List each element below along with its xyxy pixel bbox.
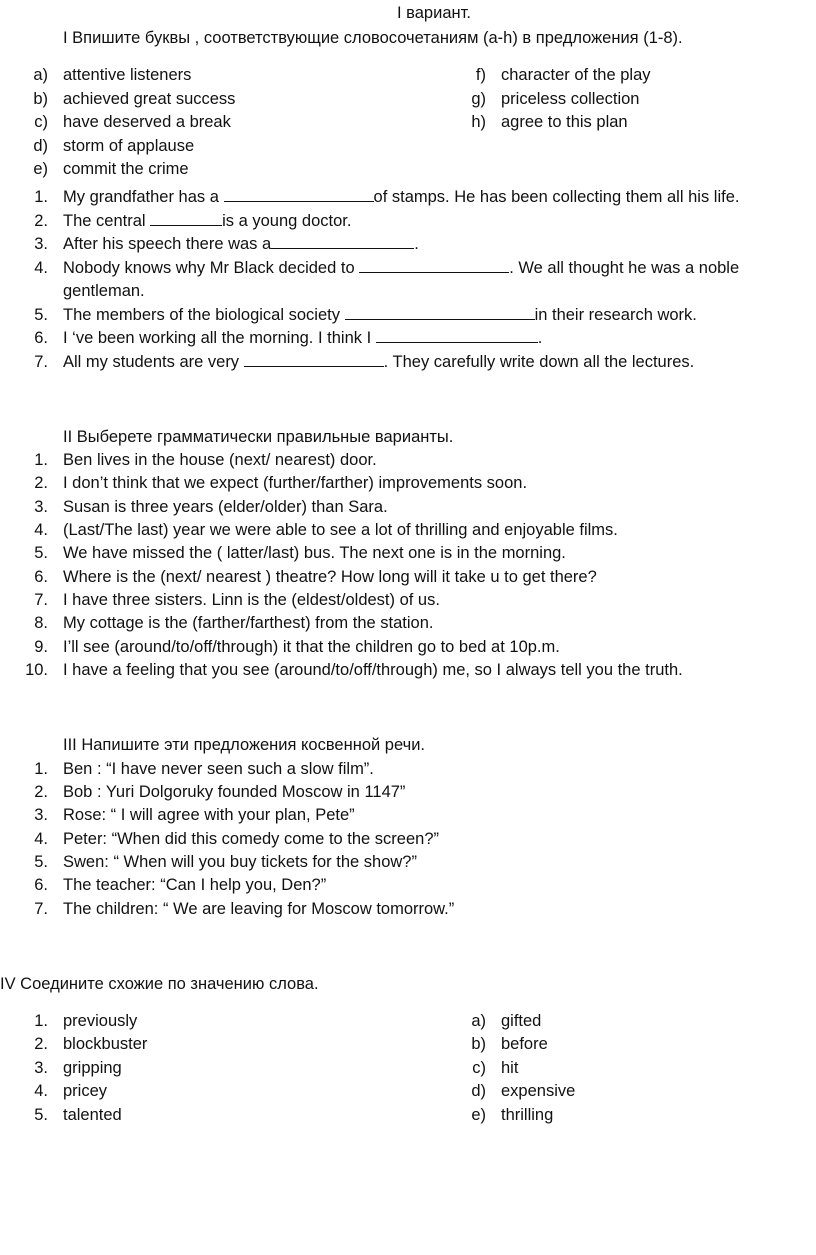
item-text: thrilling [501,1106,554,1124]
item-text: Where is the (next/ nearest ) theatre? How long will it take u to get there? [63,568,597,586]
option-text: commit the crime [63,160,189,178]
answer-blank[interactable] [376,327,538,343]
item-text: Swen: “ When will you buy tickets for the show?” [63,853,417,871]
item-letter: b) [471,1035,486,1053]
section1-heading: I Впишите буквы , соответствующие словосочетаниям (a-h) в предложения (1-8). [63,29,683,47]
sentence-before: After his speech there was a [63,235,272,253]
item-letter: e) [471,1106,486,1124]
item-number: 4. [34,830,48,848]
item-text: (Last/The last) year we were able to see a lot of thrilling and enjoyable films. [63,521,618,539]
sentence-after: of stamps. He has been collecting them all his life. [373,188,740,206]
sentence-before: My grandfather has a [63,188,224,206]
answer-blank[interactable] [224,186,374,202]
item-text: I don’t think that we expect (further/farther) improvements soon. [63,474,528,492]
sentence-before: Nobody knows why Mr Black decided to [63,259,360,277]
option-letter: c) [34,113,48,131]
sentence-before: All my students are very [63,353,244,371]
item-number: 2. [34,783,48,801]
sentence-text [63,257,739,281]
item-number: 1. [34,760,48,778]
sentence-text [63,210,351,234]
option-text: attentive listeners [63,66,192,84]
item-number: 4. [34,1082,48,1100]
option-text: priceless collection [501,90,640,108]
item-number: 4. [34,521,48,539]
option-letter: e) [33,160,48,178]
item-text: My cottage is the (farther/farthest) from the station. [63,614,434,632]
sentence-before: The central [63,212,151,230]
item-number: 3. [34,806,48,824]
sentence-text [63,327,542,351]
item-number: 5. [34,1106,48,1124]
sentence-after: . [414,235,419,253]
item-number: 7. [34,591,48,609]
sentence-text [63,233,419,257]
item-text: hit [501,1059,519,1077]
item-number: 5. [34,853,48,871]
item-text: Ben lives in the house (next/ nearest) door. [63,451,377,469]
option-text: agree to this plan [501,113,628,131]
answer-blank[interactable] [150,210,222,226]
section2-heading: II Выберете грамматически правильные варианты. [63,428,454,446]
sentence-text [63,186,739,210]
answer-blank[interactable] [244,351,384,367]
item-number: 9. [34,638,48,656]
sentence-number: 1. [34,188,48,206]
item-letter: d) [471,1082,486,1100]
variant-title: I вариант. [397,4,471,22]
item-number: 10. [25,661,48,679]
item-number: 7. [34,900,48,918]
option-text: have deserved a break [63,113,231,131]
item-text: Ben : “I have never seen such a slow film”. [63,760,374,778]
sentence-before: The members of the biological society [63,306,345,324]
sentence-after: in their research work. [534,306,697,324]
sentence-number: 3. [34,235,48,253]
item-number: 8. [34,614,48,632]
item-text: Bob : Yuri Dolgoruky founded Moscow in 1147” [63,783,406,801]
section3-heading: III Напишите эти предложения косвенной речи. [63,736,425,754]
sentence-number: 2. [34,212,48,230]
option-text: storm of applause [63,137,195,155]
sentence-number: 6. [34,329,48,347]
item-text: The children: “ We are leaving for Moscow tomorrow.” [63,900,455,918]
item-number: 5. [34,544,48,562]
sentence-after: . They carefully write down all the lectures. [383,353,695,371]
item-number: 3. [34,1059,48,1077]
item-text: gifted [501,1012,542,1030]
option-letter: b) [33,90,48,108]
item-number: 6. [34,876,48,894]
item-text: blockbuster [63,1035,148,1053]
item-text: gripping [63,1059,122,1077]
option-text: achieved great success [63,90,236,108]
item-number: 2. [34,1035,48,1053]
sentence-after: is a young doctor. [222,212,352,230]
sentence-after: . [537,329,543,347]
option-letter: f) [475,66,486,84]
item-text: Peter: “When did this comedy come to the screen?” [63,830,440,848]
item-text: Rose: “ I will agree with your plan, Pete” [63,806,355,824]
item-letter: c) [472,1059,486,1077]
item-text: Susan is three years (elder/older) than Sara. [63,498,388,516]
answer-blank[interactable] [345,304,535,320]
sentence-continuation: gentleman. [63,282,145,300]
answer-blank[interactable] [359,257,509,273]
option-letter: a) [33,66,48,84]
option-text: character of the play [501,66,651,84]
item-number: 1. [34,451,48,469]
sentence-text [63,304,697,328]
item-text: I’ll see (around/to/off/through) it that the children go to bed at 10p.m. [63,638,560,656]
sentence-number: 5. [34,306,48,324]
item-text: We have missed the ( latter/last) bus. The next one is in the morning. [63,544,566,562]
sentence-number: 4. [34,259,48,277]
item-text: expensive [501,1082,576,1100]
option-letter: g) [471,90,486,108]
item-text: I have three sisters. Linn is the (eldest/oldest) of us. [63,591,440,609]
sentence-text [63,351,694,375]
sentence-number: 7. [34,353,48,371]
item-text: talented [63,1106,122,1124]
item-text: I have a feeling that you see (around/to/off/through) me, so I always tell you the truth. [63,661,683,679]
item-letter: a) [471,1012,486,1030]
section4-heading: IV Соедините схожие по значению слова. [0,975,319,993]
item-text: The teacher: “Can I help you, Den?” [63,876,327,894]
option-letter: d) [33,137,48,155]
item-number: 2. [34,474,48,492]
item-text: before [501,1035,548,1053]
item-number: 3. [34,498,48,516]
item-text: pricey [63,1082,108,1100]
sentence-after: . We all thought he was a noble [509,259,740,277]
item-number: 6. [34,568,48,586]
option-letter: h) [471,113,486,131]
item-text: previously [63,1012,138,1030]
sentence-before: I ‘ve been working all the morning. I think I [63,329,376,347]
answer-blank[interactable] [271,233,414,249]
item-number: 1. [34,1012,48,1030]
